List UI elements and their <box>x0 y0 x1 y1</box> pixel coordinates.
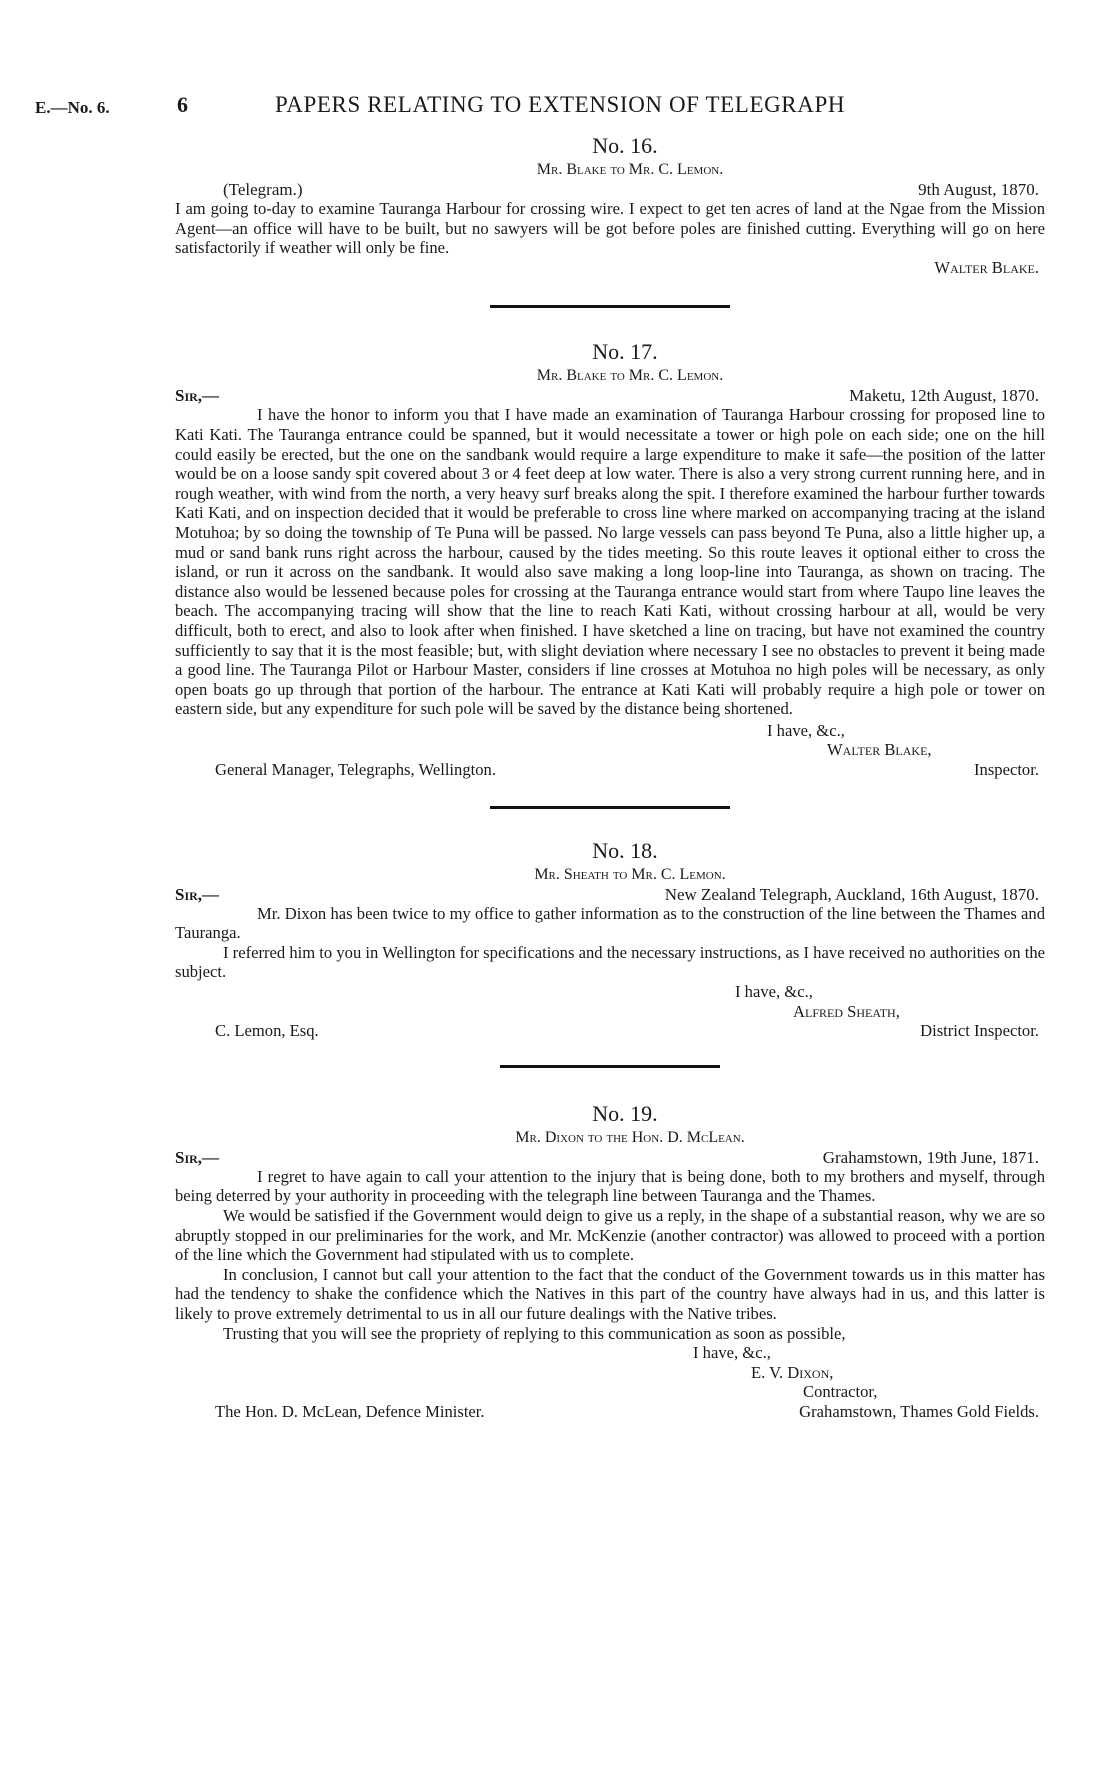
letter-route: Mr. Dixon to the Hon. D. McLean. <box>515 1128 745 1146</box>
letter-date: New Zealand Telegraph, Auckland, 16th August, 1870. <box>664 884 1039 904</box>
letter-route: Mr. Sheath to Mr. C. Lemon. <box>534 865 726 883</box>
telegram-label: (Telegram.) <box>223 180 303 199</box>
addressee-row <box>175 1021 1045 1041</box>
salutation: Sir,— <box>175 1147 220 1167</box>
letter-no-17 <box>175 338 1045 779</box>
letter-no-18 <box>175 837 1045 1041</box>
letter-date: Maketu, 12th August, 1870. <box>849 386 1039 406</box>
letter-number: No. 19. <box>592 1100 658 1126</box>
running-header <box>35 92 1045 126</box>
letter-paragraph: Trusting that you will see the propriety of replying to this communication as soon as possible, <box>223 1323 846 1343</box>
signature: Alfred Sheath, <box>793 1001 900 1021</box>
letter-paragraph: I referred him to you in Wellington for specifications and the necessary instructions, as I have received no authorities on the subject. <box>175 942 1045 982</box>
signature-block <box>175 258 1045 278</box>
letter-paragraph: Mr. Dixon has been twice to my office to gather information as to the construction of the line between the Thames and Tauranga. <box>175 903 1045 943</box>
document-reference: E.—No. 6. <box>35 98 110 117</box>
letter-dateline <box>175 885 1045 904</box>
signatory-title: Inspector. <box>974 760 1039 780</box>
letter-number: No. 18. <box>592 837 658 863</box>
signature-block <box>175 1343 1045 1402</box>
closing: I have, &c., <box>693 1343 771 1363</box>
signatory-title: District Inspector. <box>920 1021 1039 1041</box>
letter-date: Grahamstown, 19th June, 1871. <box>822 1147 1039 1167</box>
letter-paragraph: I am going to-day to examine Tauranga Harbour for crossing wire. I expect to get ten acres of land at the Ngae from the Mission Agent—an office will have to be built, but no sawyers will be got before poles are finished cutting. Everything will go on here satisfactorily if weather will only be fine. <box>175 199 1045 258</box>
letter-route: Mr. Blake to Mr. C. Lemon. <box>536 161 724 178</box>
signature-block <box>175 721 1045 760</box>
page-title: PAPERS RELATING TO EXTENSION OF TELEGRAPH <box>275 92 846 117</box>
addressee: General Manager, Telegraphs, Wellington. <box>215 760 496 780</box>
letter-paragraph: I have the honor to inform you that I have made an examination of Tauranga Harbour crossing for proposed line to Kati Kati. The Tauranga entrance could be spanned, but it would necessitate a tower or high pole on each side; one on the hill could easily be erected, but the one on the sandbank would require a large expenditure to make it safe—the position of the latter would be on a loose sandy spit covered about 3 or 4 feet deep at low water. There is also a very strong current running here, and in rough weather, with wind from the north, a very heavy surf breaks along the spit. I therefore examined the harbour further towards Kati Kati, and on inspection decided that it would be preferable to cross line where marked on accompanying tracing at the island Motuhoa; by so doing the township of Te Puna will be passed. No large vessels can pass beyond Te Puna, also a little higher up, a mud or sand bank runs right across the harbour, caused by the tides meeting. So this route leaves it optional either to cross the island, or run it across on the sandbank. It would also save making a long loop-line into Tauranga, as shown on tracing. The distance also would be lessened because poles for crossing at the Tauranga entrance would start from where Taupo line leaves the beach. The accompanying tracing will show that the line to reach Kati Kati, without crossing harbour at all, would be very difficult, both to erect, and also to look after when finished. I have sketched a line on tracing, but have not examined the country sufficiently to say that it is the most feasible; but, with slight deviation where necessary I see no obstacles to prevent it being made a good line. The Tauranga Pilot or Harbour Master, considers if line crosses at Motuhoa no high poles will be necessary, as only open boats go up through that portion of the harbour. The entrance at Kati Kati will probably require a high pole or tower on eastern side, but any expenditure for such pole will be saved by the distance being shortened. <box>175 405 1045 719</box>
addressee: C. Lemon, Esq. <box>215 1021 319 1041</box>
letter-dateline <box>175 180 1045 199</box>
addressee-row <box>175 1402 1045 1422</box>
letter-date: 9th August, 1870. <box>918 180 1039 199</box>
letter-paragraph: We would be satisfied if the Government would deign to give us a reply, in the shape of a substantial reason, why we are so abruptly stopped in our preliminaries for the work, and Mr. McKenzie (another contractor) was allowed to proceed with a portion of the line which the Government had stipulated with us to complete. <box>175 1206 1045 1265</box>
addressee-row <box>175 760 1045 780</box>
page-number: 6 <box>177 92 188 117</box>
section-divider <box>490 305 730 308</box>
section-divider <box>500 1065 720 1068</box>
letter-no-16 <box>175 132 1045 277</box>
signature-block <box>175 982 1045 1021</box>
salutation: Sir,— <box>175 884 220 904</box>
letter-no-19 <box>175 1100 1045 1422</box>
section-divider <box>490 806 730 809</box>
letter-dateline <box>175 1148 1045 1167</box>
addressee: The Hon. D. McLean, Defence Minister. <box>215 1401 485 1421</box>
signature: Walter Blake. <box>934 257 1039 277</box>
letter-number: No. 16. <box>592 133 658 158</box>
letter-dateline <box>175 386 1045 405</box>
signatory-title: Contractor, <box>803 1382 878 1402</box>
letter-route: Mr. Blake to Mr. C. Lemon. <box>536 367 724 385</box>
letter-number: No. 17. <box>592 339 658 365</box>
letter-paragraph: In conclusion, I cannot but call your attention to the fact that the conduct of the Government towards us in this matter has had the tendency to shake the confidence which the Natives in this part of the country have always had in us, and this latter is likely to prove extremely detrimental to us in all our future dealings with the Native tribes. <box>175 1264 1045 1323</box>
closing: I have, &c., <box>735 982 813 1002</box>
salutation: Sir,— <box>175 386 220 406</box>
closing: I have, &c., <box>767 720 845 740</box>
signatory-location: Grahamstown, Thames Gold Fields. <box>799 1401 1039 1421</box>
document-page <box>35 92 1045 1422</box>
letter-paragraph: I regret to have again to call your attention to the injury that is being done, both to my brothers and myself, through being deterred by your authority in proceeding with the telegraph line between Tauranga and the Thames. <box>175 1166 1045 1206</box>
signature: Walter Blake, <box>827 740 932 760</box>
signature: E. V. Dixon, <box>751 1362 834 1382</box>
